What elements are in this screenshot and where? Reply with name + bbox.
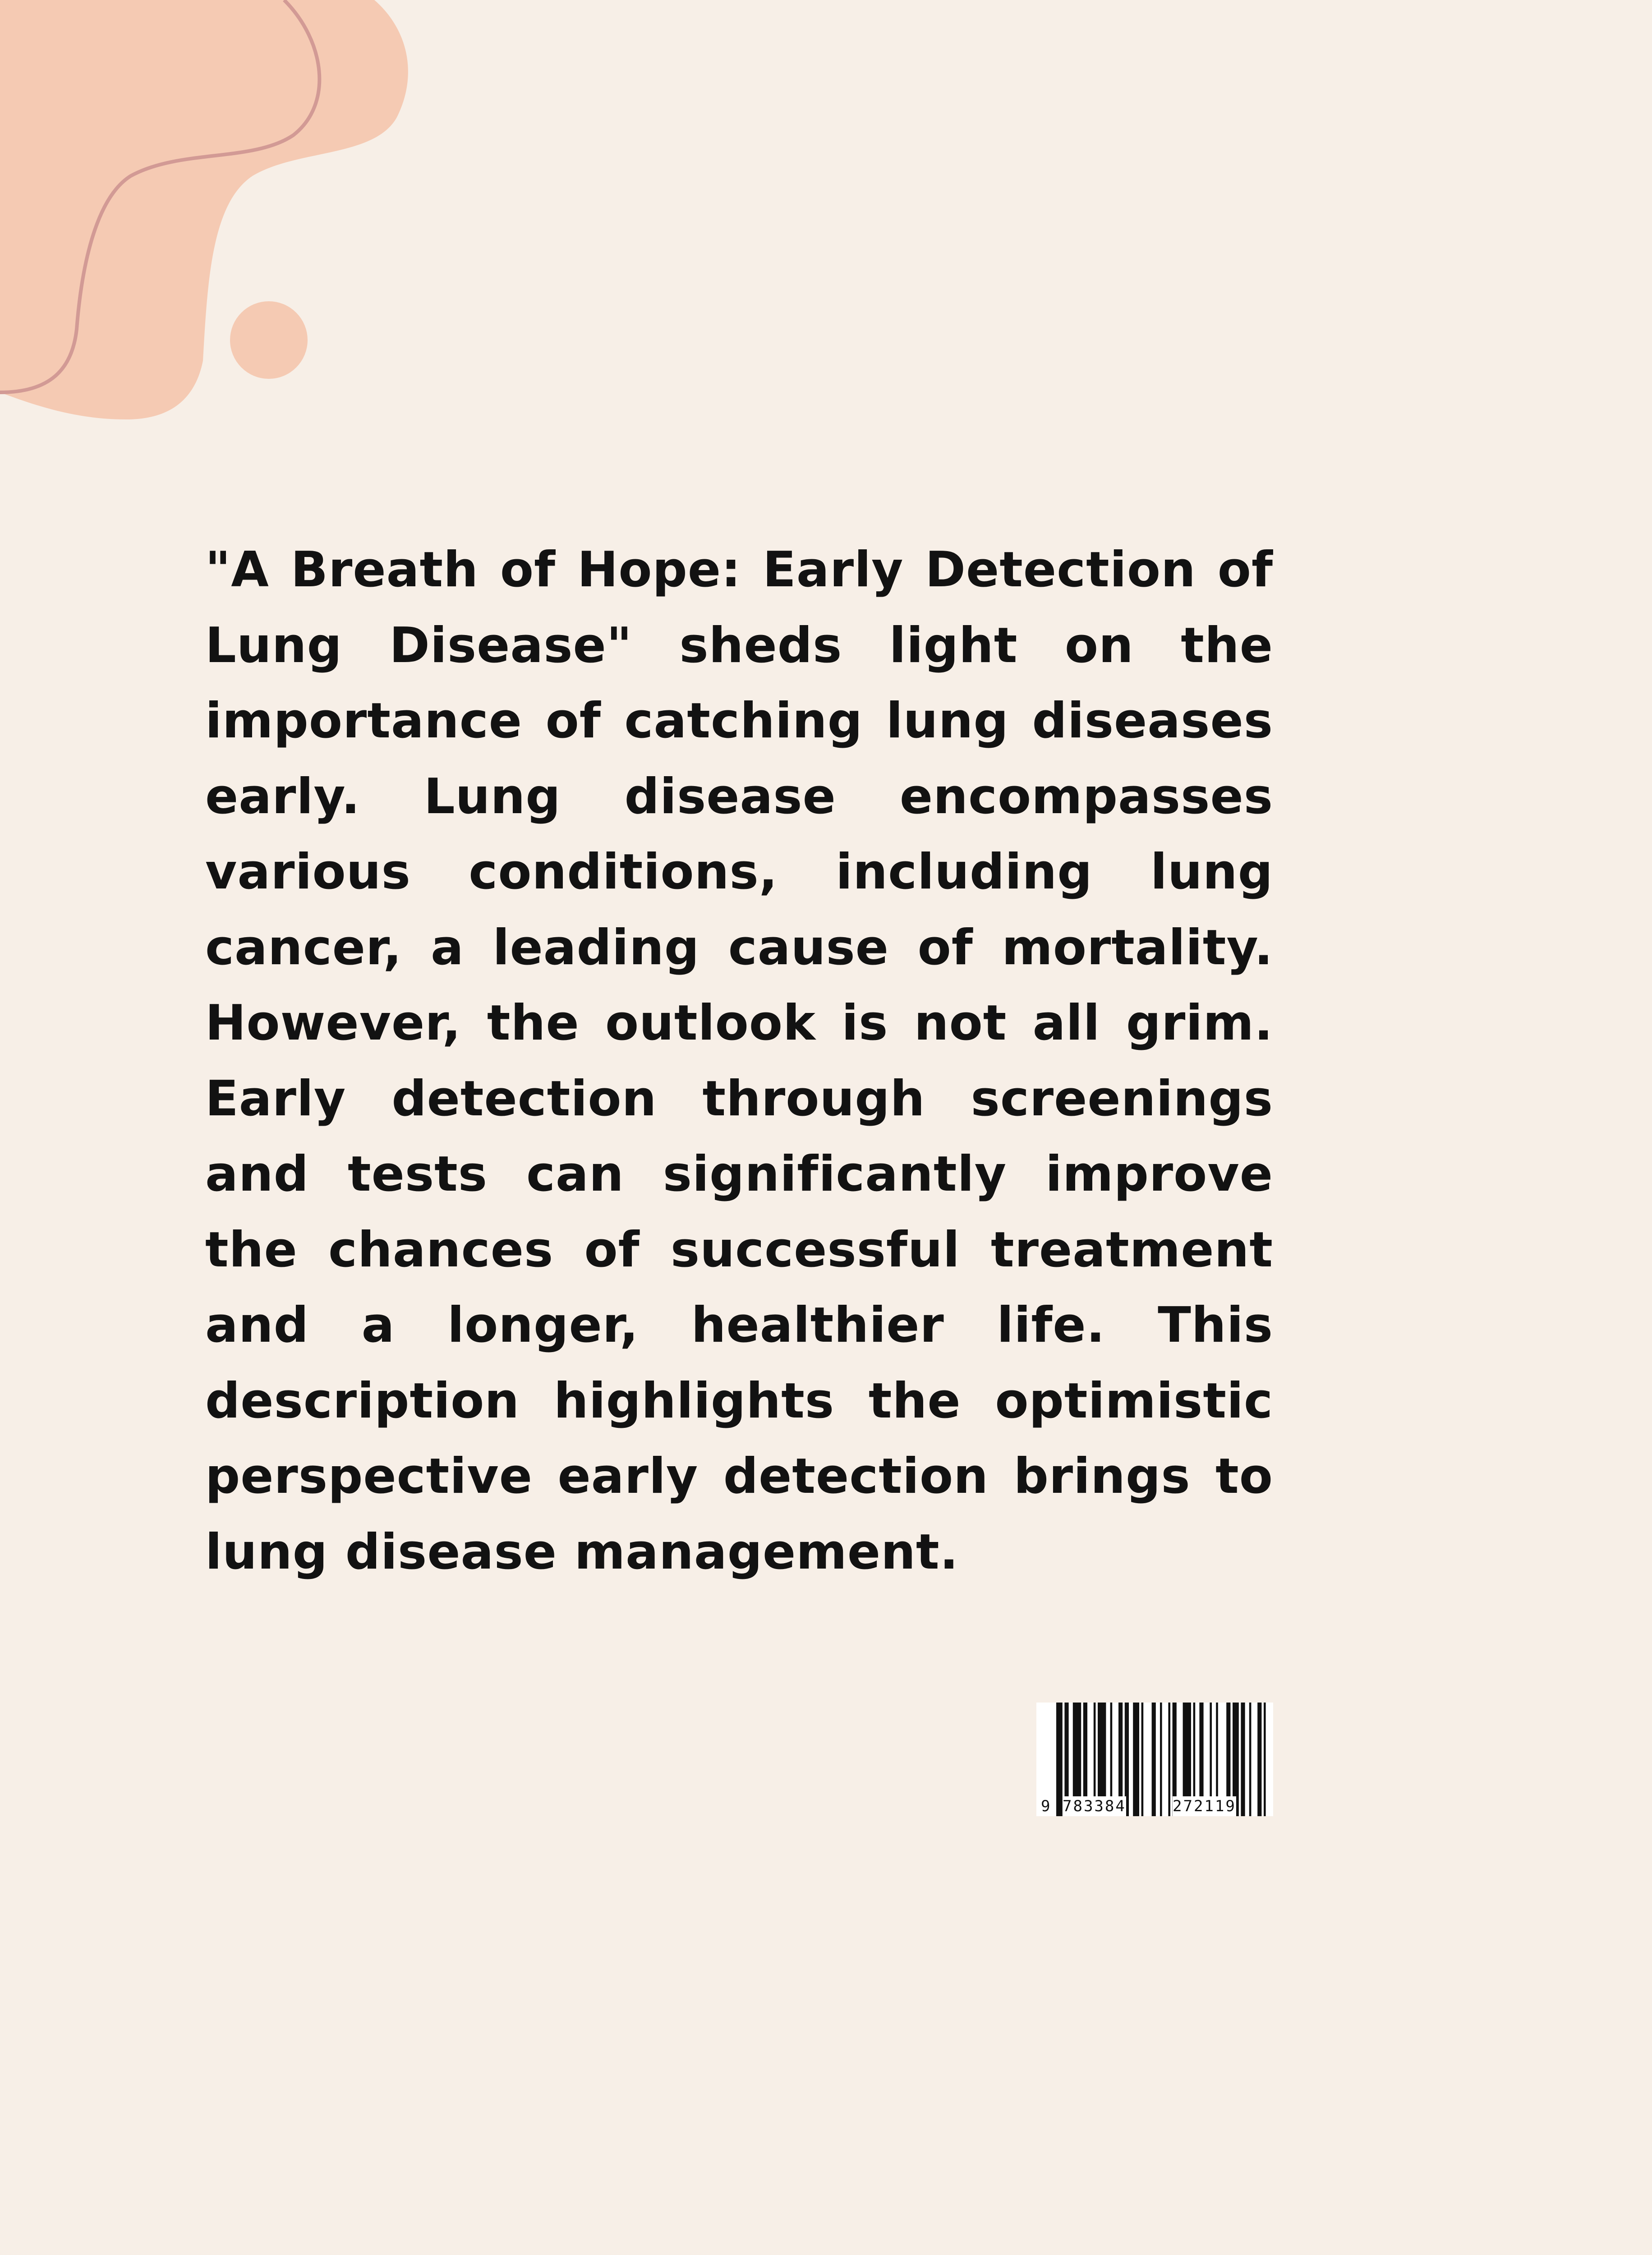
barcode-bar xyxy=(1152,1703,1156,1816)
barcode-bar xyxy=(1133,1703,1139,1816)
barcode-left-digits: 783384 xyxy=(1063,1797,1126,1815)
barcode-right-digits: 272119 xyxy=(1173,1797,1236,1815)
barcode-bar xyxy=(1141,1703,1144,1816)
small-circle-dot xyxy=(230,301,308,379)
barcode-bar xyxy=(1264,1703,1266,1816)
barcode-bar xyxy=(1160,1703,1162,1816)
barcode-bar xyxy=(1257,1703,1261,1816)
book-description: "A Breath of Hope: Early Detection of Lung Disease" sheds light on the importance of catching lung diseases early. Lung disease encompasses various conditions, including lung cancer, a leading cause of mortality. However, the outlook is not all grim. Early detection through screenings and tests can significantly improve the chances of successful treatment and a longer, healthier life. This description highlights the optimistic perspective early detection brings to lung disease management. xyxy=(205,542,1273,1580)
decorative-blob-shape xyxy=(0,0,451,451)
barcode-bar xyxy=(1056,1703,1063,1816)
blob-fill xyxy=(0,0,408,419)
barcode-bar xyxy=(1241,1703,1245,1816)
barcode-lead-digit: 9 xyxy=(1041,1797,1052,1815)
isbn-barcode xyxy=(1036,1703,1273,1816)
barcode-bar xyxy=(1249,1703,1252,1816)
barcode-bar xyxy=(1168,1703,1170,1816)
